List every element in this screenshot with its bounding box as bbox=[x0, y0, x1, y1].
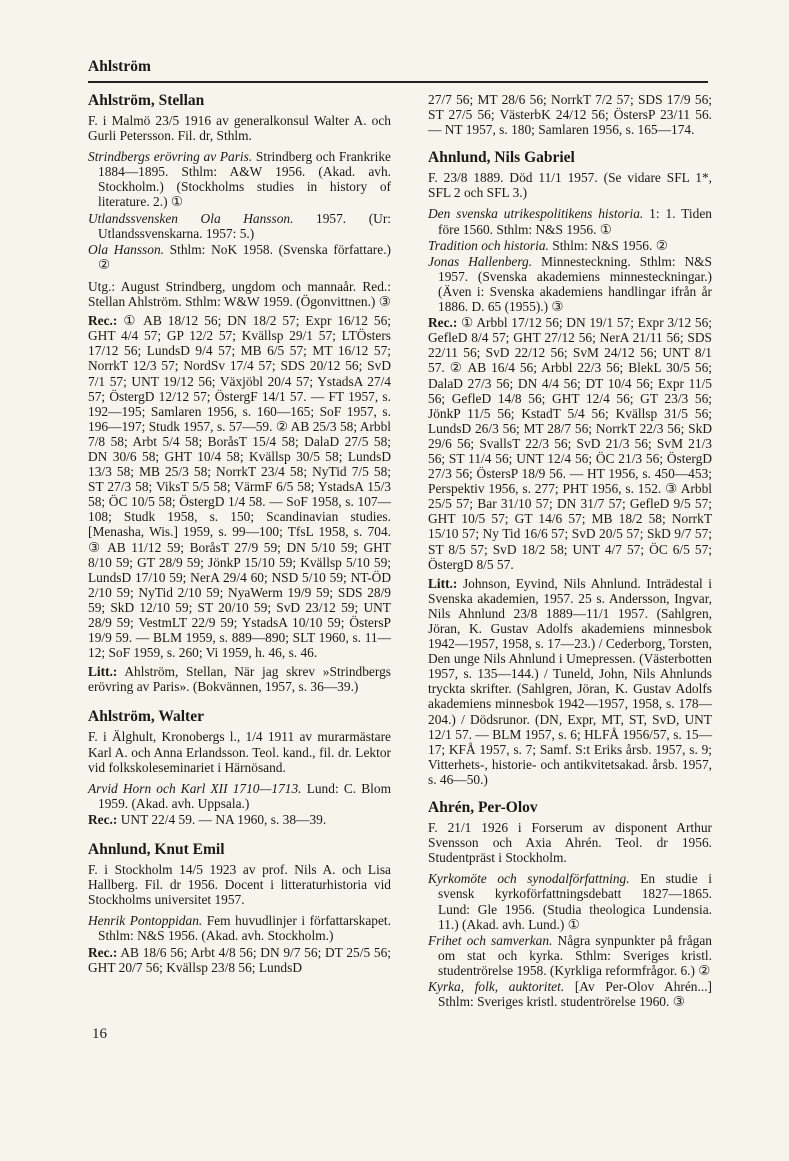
reviews bbox=[88, 945, 391, 975]
reviews bbox=[428, 315, 712, 572]
work-item bbox=[428, 933, 712, 978]
work-details: Några synpunkter på frågan om stat och kyrka. Sthlm: Sveriges kristl. studentrörelse 1958. (Kyrkliga reformfrågor. 6.) ② bbox=[438, 932, 712, 978]
literature bbox=[88, 664, 391, 694]
work-title: Frihet och samverkan. bbox=[428, 932, 553, 948]
work-details: En studie i svensk kyrkoförfattningsdebatt 1827—1865. Lund: Gle 1956. (Studia theologica Lundensia. 11.) (Akad. avh. Lund.) ① bbox=[438, 871, 713, 932]
work-item bbox=[88, 149, 391, 209]
entry-name: Ahrén, Per-Olov bbox=[428, 799, 538, 817]
entry-bio: F. i Malmö 23/5 1916 av generalkonsul Walter A. och Gurli Petersson. Fil. dr, Sthlm. bbox=[88, 113, 391, 144]
entry-name: Ahnlund, Nils Gabriel bbox=[428, 149, 575, 167]
work-title: Kyrkomöte och synodalförfattning. bbox=[428, 871, 630, 887]
literature-text: Johnson, Eyvind, Nils Ahnlund. Inträdestal i Svenska akademien, 1957. 25 s. Andersson, Ingvar, Nils Ahnlund 23/8 1889—11/1 1957. (Sahlgren, Jöran, K. Gustav Adolfs akademiens minnesbok 1942—1957, 1958, s. 17—23.) / Cederborg, Torsten, Den unge Nils Ahnlund i Umepressen. (Västerbotten 1957, s. 135—144.) / Tuneld, John, Nils Ahnlunds tryckta skrifter. (Sahlgren, Jöran, K. Gustav Adolfs akademiens minnesbok 1942—1957, 1958, s. 178—204.) / Dödsrunor. (DN, Expr, MT, ST, SvD, UNT 12/1 57. — BLM 1957, s. 6; HLFÅ 1956/57, s. 15—17; KFÅ 1957, s. 7; Samf. S:t Eriks årsb. 1957, s. 9; Vitterhets-, historie- och antikvitetsakad. årsb. 1957, s. 46—50.) bbox=[428, 575, 712, 787]
work-title: Kyrka, folk, auktoritet. bbox=[428, 978, 565, 994]
continuation-text: 27/7 56; MT 28/6 56; NorrkT 7/2 57; SDS 17/9 56; ST 27/5 56; VästerbK 24/12 56; ÖstersP 23/11 56. — NT 1957, s. 180; Samlaren 1956, s. 165—174. bbox=[428, 92, 712, 138]
entry-name: Ahlström, Walter bbox=[88, 708, 204, 726]
reviews-label: Rec.: bbox=[88, 944, 118, 960]
header-rule bbox=[88, 81, 708, 83]
work-title: Arvid Horn och Karl XII 1710—1713. bbox=[88, 780, 302, 796]
entry-ahren-per-olov bbox=[428, 799, 712, 1009]
work-details: Sthlm: N&S 1956. ② bbox=[548, 237, 668, 253]
reviews-text: UNT 22/4 59. — NA 1960, s. 38—39. bbox=[117, 811, 327, 827]
entry-ahlstrom-walter bbox=[88, 708, 391, 827]
work-details: Sthlm: NoK 1958. (Svenska författare.) ② bbox=[98, 241, 392, 272]
reviews-text: ① AB 18/12 56; DN 18/2 57; Expr 16/12 56; GHT 4/4 57; GP 12/2 57; Kvällsp 29/1 57; LTÖsters 17/12 56; LundsD 9/4 57; MB 6/5 57; MT 16/12 57; NorrkT 12/3 57; NordSv 17/4 57; SDS 20/12 56; SvD 7/1 57; UNT 19/12 56; Växjöbl 20/4 57; YstadsA 27/4 57; ÖstergD 12/12 57; ÖstergF 14/1 57. — FT 1957, s. 192—195; Samlaren 1956, s. 160—165; SoF 1957, s. 196—197; Studk 1957, s. 57—59. ② AB 25/3 58; Arbbl 7/8 58; Arbt 5/4 58; BoråsT 15/4 58; DalaD 27/5 58; DN 30/6 58; GHT 10/4 58; Kvällsp 30/5 58; LundsD 13/3 58; MB 25/3 58; NorrkT 23/4 58; NyTid 7/5 58; ST 27/3 58; ViksT 5/5 58; VärmF 6/5 58; YstadsA 15/3 58; ÖC 10/5 58; ÖstergD 1/4 58. — SoF 1958, s. 107—108; Studk 1958, s. 150; Scandinavian studies. [Menasha, Wis.] 1959, s. 99—100; TfsL 1958, s. 704. ③ AB 11/12 59; BoråsT 27/9 59; DN 5/10 59; GHT 8/10 59; GT 28/9 59; JönkP 15/10 59; Kvällsp 5/10 59; LundsD 17/10 59; NerA 29/4 60; NSD 5/10 59; NT-ÖD 2/10 59; NyTid 2/10 59; NyaWerm 19/9 59; SDS 28/9 59; SkD 12/10 59; ST 20/10 59; SvD 23/12 59; UNT 28/9 59; VestmLT 22/9 59; YstadsA 10/10 59; ÖstersP 19/9 59. — BLM 1959, s. 889—890; SLT 1960, s. 11—12; SoF 1959, s. 260; Vi 1959, h. 46, s. 46. bbox=[88, 313, 391, 661]
reviews bbox=[88, 313, 391, 660]
work-title: Jonas Hallenberg. bbox=[428, 253, 533, 269]
work-item bbox=[88, 781, 391, 811]
literature bbox=[428, 576, 712, 787]
left-column bbox=[88, 92, 391, 989]
work-item bbox=[428, 254, 712, 314]
work-title: Tradition och historia. bbox=[428, 237, 549, 253]
work-item bbox=[88, 211, 391, 241]
reviews bbox=[88, 812, 391, 827]
work-details: [Av Per-Olov Ahrén...] Sthlm: Sveriges kristl. studentrörelse 1960. ③ bbox=[438, 978, 713, 1010]
work-title: Henrik Pontoppidan. bbox=[88, 913, 203, 929]
work-item bbox=[88, 242, 391, 272]
reviews-text: ① Arbbl 17/12 56; DN 19/1 57; Expr 3/12 56; GefleD 8/4 57; GHT 27/12 56; NerA 21/11 56; SDS 22/11 56; SvD 22/12 56; SvM 24/12 56; UNT 8/1 57. ② AB 16/4 56; Arbbl 22/3 56; BlekL 30/5 56; DalaD 27/3 56; DN 4/4 56; DT 10/4 56; Expr 11/5 56; GefleD 14/8 56; GHT 12/4 56; GT 23/3 56; JönkP 11/5 56; KstadT 5/4 56; Kvällsp 31/5 56; LundsD 26/3 56; MT 28/7 56; NorrkT 22/3 56; SkD 29/6 56; SvallsT 22/3 56; SvD 21/3 56; SvM 21/3 56; ST 11/4 56; UNT 12/4 56; ÖC 21/3 56; ÖstergD 27/3 56; ÖstersP 18/9 56. — HT 1956, s. 450—453; Perspektiv 1956, s. 277; PHT 1956, s. 152. ③ Arbbl 25/5 57; Bar 31/10 57; DN 31/7 57; GefleD 9/5 57; GHT 10/5 57; GT 14/6 57; MB 18/2 58; NorrkT 15/10 57; Ny Tid 16/6 57; SvD 20/5 57; SkD 9/7 57; ST 8/5 57; SvD 18/2 58; UNT 4/7 57; ÖC 6/5 57; ÖstergD 8/5 57. bbox=[428, 315, 712, 572]
work-title: Strindbergs erövring av Paris. bbox=[88, 149, 253, 165]
literature-text: Ahlström, Stellan, När jag skrev »Strindbergs erövring av Paris». (Bokvännen, 1957, s. 36—39.) bbox=[88, 664, 391, 695]
reviews-text: AB 18/6 56; Arbt 4/8 56; DN 9/7 56; DT 25/5 56; GHT 20/7 56; Kvällsp 23/8 56; LundsD bbox=[88, 944, 391, 975]
entry-name: Ahlström, Stellan bbox=[88, 92, 205, 109]
work-item bbox=[428, 871, 712, 931]
reviews-continuation bbox=[428, 92, 712, 137]
work-details: Strindberg och Frankrike 1884—1895. Sthlm: A&W 1956. (Akad. avh. Stockholm.) (Stockholms studies in history of literature. 2.) ① bbox=[98, 149, 391, 210]
reviews-label: Rec.: bbox=[428, 315, 458, 331]
entry-bio: F. i Stockholm 14/5 1923 av prof. Nils A. och Lisa Hallberg. Fil. dr 1956. Docent i litteraturhistoria vid Stockholms universitet 1957. bbox=[88, 862, 391, 908]
work-details: 1957. (Ur: Utlandssvenskarna. 1957: 5.) bbox=[98, 210, 392, 241]
work-item bbox=[428, 238, 712, 253]
work-title: Ola Hansson. bbox=[88, 241, 164, 257]
literature-label: Litt.: bbox=[88, 664, 118, 680]
page-number: 16 bbox=[92, 1026, 107, 1042]
entry-ahnlund-knut bbox=[88, 841, 391, 975]
entry-bio: F. 21/1 1926 i Forserum av disponent Arthur Svensson och Axia Ahrén. Teol. dr 1956. Studentpräst i Stockholm. bbox=[428, 820, 712, 866]
reviews-label: Rec.: bbox=[88, 313, 118, 329]
entry-bio: F. i Älghult, Kronobergs l., 1/4 1911 av murarmästare Karl A. och Anna Erlandsson. Teol. kand., fil. dr. Lektor vid folkskoleseminariet i Härnösand. bbox=[88, 729, 391, 775]
work-item bbox=[428, 979, 712, 1009]
right-column bbox=[428, 92, 712, 1021]
entry-bio: F. 23/8 1889. Död 11/1 1957. (Se vidare SFL 1*, SFL 2 och SFL 3.) bbox=[428, 170, 712, 201]
work-details: Minnesteckning. Sthlm: N&S 1957. (Svenska akademiens minnesteckningar.) (Även i: Svenska akademiens handlingar ifrån år 1886. D. 65 (1955).) ③ bbox=[438, 253, 712, 315]
work-details: 1: 1. Tiden före 1560. Sthlm: N&S 1956. ① bbox=[438, 206, 712, 237]
running-head: Ahlström bbox=[88, 58, 151, 75]
work-item bbox=[428, 206, 712, 236]
entry-ahlstrom-stellan bbox=[88, 92, 391, 694]
work-details: Fem huvudlinjer i författarskapet. Sthlm: N&S 1956. (Akad. avh. Stockholm.) bbox=[98, 913, 391, 944]
literature-label: Litt.: bbox=[428, 575, 458, 591]
entry-ahnlund-nils bbox=[428, 149, 712, 787]
entry-name: Ahnlund, Knut Emil bbox=[88, 841, 225, 859]
work-title: Utlandssvensken Ola Hansson. bbox=[88, 210, 294, 226]
reviews-label: Rec.: bbox=[88, 811, 118, 827]
work-title: Den svenska utrikespolitikens historia. bbox=[428, 206, 644, 222]
work-item bbox=[88, 913, 391, 943]
work-details: Lund: C. Blom 1959. (Akad. avh. Uppsala.) bbox=[98, 780, 391, 811]
editor-note: Utg.: August Strindberg, ungdom och mannaår. Red.: Stellan Ahlström. Sthlm: W&W 1959. (Ögonvittnen.) ③ bbox=[88, 278, 391, 310]
